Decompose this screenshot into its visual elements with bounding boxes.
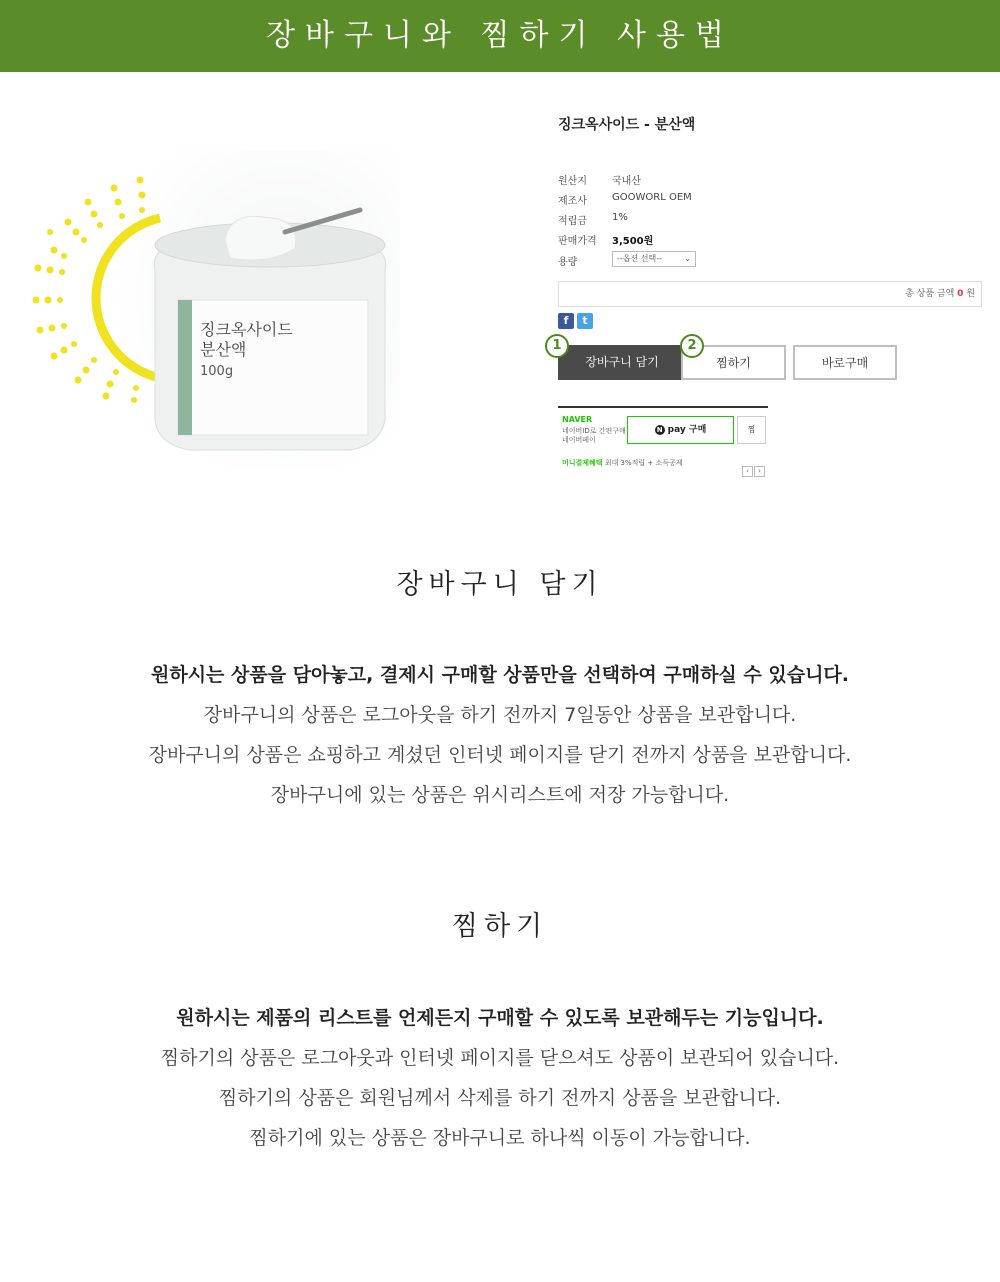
- option-label: 용량: [558, 257, 578, 268]
- step-marker-2: 2: [680, 334, 704, 358]
- benefit-label: 머니결제혜택: [562, 459, 603, 467]
- banner-title: 장바구니와 찜하기 사용법: [0, 0, 1000, 72]
- facebook-share-icon[interactable]: f: [558, 313, 574, 329]
- wish-line: 찜하기의 상품은 로그아웃과 인터넷 페이지를 닫으셔도 상품이 보관되어 있습니다.: [160, 1047, 840, 1069]
- total-amount: 0: [957, 289, 964, 299]
- product-title: 징크옥사이드 - 분산액: [558, 117, 696, 133]
- benefit-text: 최대 3%적립 + 소득공제: [604, 459, 683, 467]
- cart-section-title: 장바구니 담기: [396, 569, 604, 600]
- total-amount-box: [558, 281, 982, 307]
- naver-n-icon: N: [655, 425, 665, 435]
- spec-label: 원산지: [558, 176, 587, 187]
- naver-pay-button[interactable]: [627, 416, 734, 444]
- wishlist-button[interactable]: 찜하기: [681, 345, 786, 380]
- option-selected: --옵션 선택--: [617, 254, 663, 263]
- buy-now-button[interactable]: 바로구매: [793, 345, 897, 380]
- add-to-cart-button[interactable]: 장바구니 담기: [558, 345, 686, 380]
- naver-desc: 네이버페이: [562, 436, 596, 444]
- total-unit: 원: [966, 289, 975, 299]
- cart-line: 장바구니의 상품은 로그아웃을 하기 전까지 7일동안 상품을 보관합니다.: [203, 704, 797, 726]
- wish-line: 찜하기에 있는 상품은 장바구니로 하나씩 이동이 가능합니다.: [249, 1127, 751, 1149]
- spec-value: 1%: [612, 212, 628, 223]
- jar-label-title: 징크옥사이드 분산액: [200, 320, 293, 359]
- jar-label-weight: 100g: [200, 364, 234, 379]
- naver-benefit: [562, 458, 683, 468]
- spec-value: 국내산: [612, 176, 641, 187]
- naver-logo: NAVER: [562, 415, 593, 424]
- total-label: 총 상품 금액: [905, 289, 955, 299]
- benefit-pager: [741, 458, 765, 477]
- chevron-down-icon: ⌄: [684, 254, 691, 263]
- naver-zzim-button[interactable]: 찜: [737, 416, 766, 444]
- price-value: 3,500원: [612, 236, 654, 247]
- wish-section-title: 찜하기: [451, 911, 549, 942]
- naver-desc: 네이버ID로 간편구매: [562, 427, 626, 435]
- divider: [558, 406, 768, 408]
- twitter-share-icon[interactable]: t: [577, 313, 593, 329]
- step-marker-1: 1: [545, 334, 569, 358]
- spec-label: 제조사: [558, 196, 587, 207]
- option-select[interactable]: [612, 251, 696, 267]
- wish-line: 찜하기의 상품은 회원님께서 삭제를 하기 전까지 상품을 보관합니다.: [218, 1087, 782, 1109]
- naver-pay-box: [558, 406, 768, 475]
- product-image: [30, 140, 410, 480]
- chevron-right-icon[interactable]: ›: [754, 466, 765, 477]
- spec-label: 적립금: [558, 216, 587, 227]
- wish-line: 원하시는 제품의 리스트를 언제든지 구매할 수 있도록 보관해두는 기능입니다.: [176, 1007, 824, 1029]
- cart-line: 장바구니에 있는 상품은 위시리스트에 저장 가능합니다.: [270, 784, 730, 806]
- spec-label: 판매가격: [558, 236, 597, 247]
- cart-line: 장바구니의 상품은 쇼핑하고 계셨던 인터넷 페이지를 닫기 전까지 상품을 보관합니다.: [148, 744, 852, 766]
- naver-pay-label: pay 구매: [667, 425, 707, 435]
- spec-value: GOOWORL OEM: [612, 192, 692, 203]
- chevron-left-icon[interactable]: ‹: [742, 466, 753, 477]
- zinc-jar-illustration: [30, 140, 410, 480]
- cart-line: 원하시는 상품을 담아놓고, 결제시 구매할 상품만을 선택하여 구매하실 수 있습니다.: [150, 664, 849, 686]
